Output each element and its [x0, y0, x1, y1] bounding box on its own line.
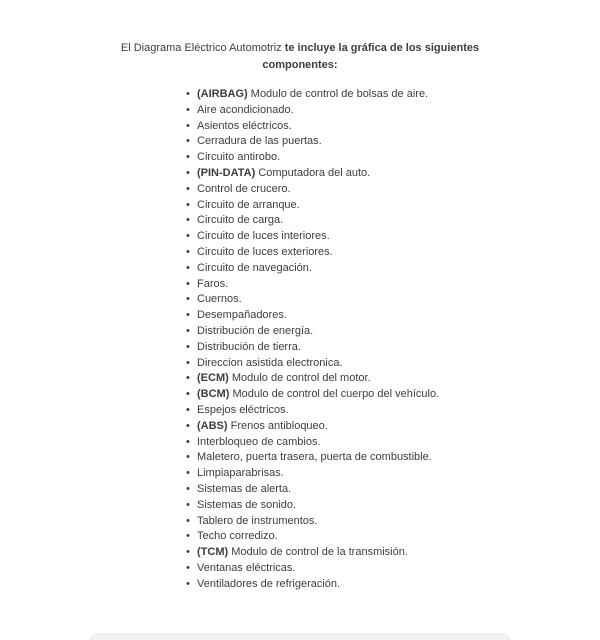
- list-item-text: Tablero de instrumentos.: [197, 514, 318, 527]
- list-item: [186, 277, 600, 293]
- list-item: [186, 577, 600, 593]
- list-item: [186, 482, 600, 498]
- list-item-text: Espejos eléctricos.: [197, 403, 289, 416]
- list-item-text: Frenos antibloqueo.: [230, 419, 328, 432]
- list-item-text: Circuito de navegación.: [197, 261, 312, 274]
- list-item: [186, 529, 600, 545]
- list-item-text: Desempañadores.: [197, 309, 287, 322]
- list-item-prefix: (BCM): [197, 388, 233, 401]
- list-item: [186, 514, 600, 530]
- list-item-text: Limpiaparabrisas.: [197, 467, 284, 480]
- list-item-text: Aire acondicionado.: [197, 103, 294, 116]
- list-item: [186, 403, 600, 419]
- list-item-text: Ventanas eléctricas.: [197, 561, 296, 574]
- list-item: [186, 371, 600, 387]
- list-item: [186, 466, 600, 482]
- list-item: [186, 198, 600, 214]
- list-item-prefix: (PIN-DATA): [197, 166, 259, 179]
- list-item-prefix: (AIRBAG): [197, 88, 251, 100]
- list-item-text: Sistemas de alerta.: [197, 482, 292, 495]
- list-item-text: Circuito de luces interiores.: [197, 230, 330, 243]
- list-item: [186, 213, 600, 229]
- list-item: [186, 308, 600, 324]
- list-item-text: Interbloqueo de cambios.: [197, 435, 321, 448]
- list-item: [186, 356, 600, 372]
- list-item-prefix: (ABS): [197, 419, 231, 432]
- components-list: [0, 87, 600, 593]
- list-item: [186, 182, 600, 198]
- list-item-text: Modulo de control del motor.: [231, 372, 371, 385]
- list-item: [186, 561, 600, 577]
- list-item: [186, 134, 600, 150]
- list-item-text: Direccion asistida electronica.: [197, 356, 343, 369]
- list-item: [186, 150, 600, 166]
- list-item: [186, 498, 600, 514]
- list-item-text: Modulo de control de bolsas de aire.: [250, 88, 429, 100]
- list-item: [186, 229, 600, 245]
- list-item-text: Sistemas de sonido.: [197, 498, 297, 511]
- list-item-text: Modulo de control del cuerpo del vehículo.: [232, 388, 440, 401]
- list-item-text: Circuito de arranque.: [197, 198, 300, 211]
- list-item: [186, 545, 600, 561]
- list-item-text: Computadora del auto.: [258, 166, 371, 179]
- page-title: [109, 40, 491, 74]
- list-item: [186, 119, 600, 135]
- list-item-text: Techo corredizo.: [197, 530, 278, 543]
- list-item-text: Circuito de carga.: [197, 214, 284, 227]
- list-item-text: Circuito de luces exteriores.: [197, 245, 333, 258]
- list-item-text: Maletero, puerta trasera, puerta de combustible.: [197, 451, 432, 464]
- list-item: [186, 245, 600, 261]
- page-title-regular: El Diagrama Eléctrico Automotriz: [120, 42, 282, 54]
- list-item-text: Ventiladores de refrigeración.: [197, 577, 341, 590]
- list-item: [186, 340, 600, 356]
- page-title-bold: te incluye la gráfica de los siguientes componentes:: [262, 42, 480, 71]
- list-item: [186, 292, 600, 308]
- list-item: [186, 103, 600, 119]
- list-item: [186, 261, 600, 277]
- list-item-prefix: (ECM): [197, 372, 232, 385]
- list-item: [186, 324, 600, 340]
- list-item-text: Modulo de control de la transmisión.: [231, 546, 408, 559]
- next-section-card-edge: [90, 633, 510, 640]
- list-item-text: Circuito antirobo.: [197, 151, 281, 164]
- list-item: [186, 435, 600, 451]
- list-item-text: Asientos eléctricos.: [197, 119, 292, 132]
- list-item: [186, 450, 600, 466]
- list-item-text: Distribución de energía.: [197, 324, 314, 337]
- list-item: [186, 387, 600, 403]
- list-item-text: Control de crucero.: [197, 182, 291, 195]
- list-item: [186, 419, 600, 435]
- list-item-text: Cuernos.: [197, 293, 242, 306]
- list-item-text: Cerradura de las puertas.: [197, 135, 322, 148]
- list-item: [186, 87, 600, 103]
- list-item-text: Faros.: [197, 277, 229, 290]
- list-item-prefix: (TCM): [197, 546, 232, 559]
- list-item: [186, 166, 600, 182]
- list-item-text: Distribución de tierra.: [197, 340, 301, 353]
